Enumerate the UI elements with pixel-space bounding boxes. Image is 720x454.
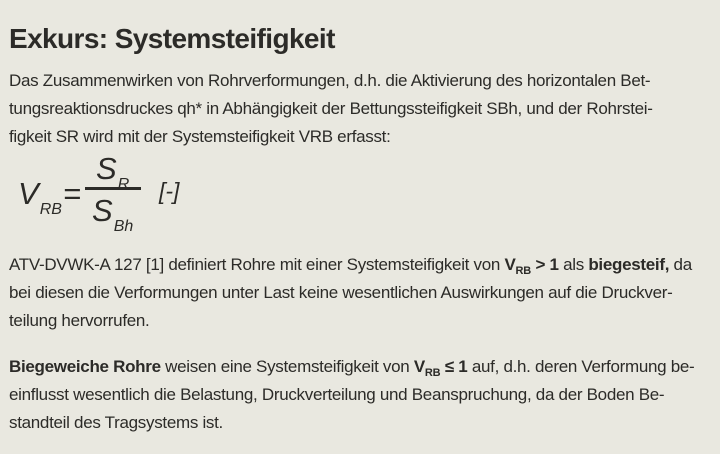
formula-fraction: [85, 151, 141, 235]
denominator-symbol: S: [92, 193, 113, 228]
numerator-subscript: R: [117, 176, 130, 193]
formula-variable: V: [18, 176, 39, 211]
paragraph-biegesteif: [9, 251, 712, 335]
formula-variable-subscript: RB: [39, 201, 62, 218]
text-line: bei diesen die Verformungen unter Last keine wesentlichen Auswirkungen auf die Druckver-: [9, 283, 673, 302]
fraction-denominator: [85, 193, 141, 235]
formula-system-stiffness: [9, 151, 712, 251]
page-title: Exkurs: Systemsteifigkeit: [9, 23, 335, 54]
text-line: ATV-DVWK-A 127 [1] definiert Rohre mit einer Systemsteifigkeit von $V_{RB} > 1$ als biegesteif, da: [9, 255, 692, 277]
paragraph-biegeweich: [9, 353, 712, 437]
fraction-bar: [85, 187, 141, 190]
equals-sign: =: [62, 176, 82, 211]
text-line: Das Zusammenwirken von Rohrverformungen, d.h. die Aktivierung des horizontalen Bet-: [9, 71, 651, 90]
denominator-subscript: Bh: [113, 218, 134, 235]
paragraph-intro: [9, 67, 712, 151]
formula-unit: [-]: [159, 178, 180, 204]
numerator-symbol: S: [96, 151, 117, 186]
text-line: einflusst wesentlich die Belastung, Druckverteilung und Beanspruchung, da der Boden Be-: [9, 385, 665, 404]
text-line: figkeit SR wird mit der Systemsteifigkeit VRB erfasst:: [9, 127, 391, 146]
fraction-numerator: [85, 151, 141, 193]
text-line: Biegeweiche Rohre weisen eine Systemsteifigkeit von $V_{RB} \le 1$ auf, d.h. deren Verformung be-: [9, 357, 695, 379]
text-line: teilung hervorrufen.: [9, 311, 150, 330]
text-line: standteil des Tragsystems ist.: [9, 413, 223, 432]
formula-lhs: [18, 176, 82, 218]
text-line: tungsreaktionsdruckes qh* in Abhängigkeit der Bettungssteifigkeit SBh, und der Rohrstei-: [9, 99, 653, 118]
